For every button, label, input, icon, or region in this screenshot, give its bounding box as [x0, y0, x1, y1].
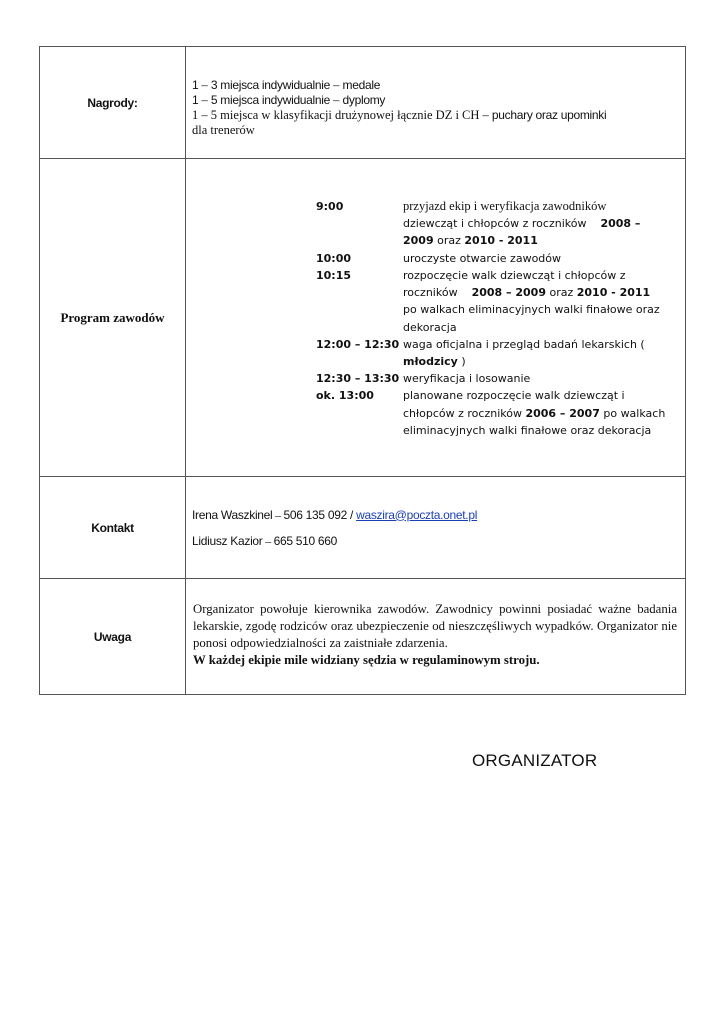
program-cell: [186, 159, 686, 477]
schedule-row: [316, 336, 671, 370]
schedule-time: 12:00 – 12:30: [316, 337, 400, 351]
schedule-time: 12:30 – 13:30: [316, 372, 400, 386]
competition-info-table: [39, 46, 686, 695]
prizes-label: Nagrody:: [40, 47, 186, 159]
schedule-table: [316, 198, 671, 439]
contact-phone-1: 506 135 092: [283, 507, 347, 522]
prize-line-1: 1 – 3 miejsca indywidualnie – medale: [192, 78, 381, 92]
schedule-row: [316, 267, 671, 336]
schedule-row: [316, 198, 671, 250]
schedule-desc: rozpoczęcie walk dziewcząt i chłopców z roczników 2008 – 2009 oraz 2010 - 2011 po walkach eliminacyjnych walki finałowe oraz dekoracja: [403, 268, 660, 334]
organizer-signature-label: ORGANIZATOR: [472, 751, 598, 770]
note-label: Uwaga: [40, 579, 186, 695]
prizes-cell: [186, 47, 686, 159]
contact-person-1: Irena Waszkinel: [192, 507, 273, 522]
schedule-desc: uroczyste otwarcie zawodów: [403, 251, 562, 265]
schedule-time: 10:15: [316, 268, 352, 282]
prizes-row: [40, 47, 686, 159]
contact-person-2: Lidiusz Kazior: [192, 533, 263, 548]
contact-line-2: Lidiusz Kazior – 665 510 660: [192, 533, 338, 548]
schedule-desc: weryfikacja i losowanie: [403, 372, 531, 386]
note-cell: [186, 579, 686, 695]
contact-label: Kontakt: [40, 477, 186, 579]
schedule-desc: planowane rozpoczęcie walk dziewcząt i chłopców z roczników 2006 – 2007 po walkach eliminacyjnych walki finałowe oraz dekoracja: [403, 389, 666, 437]
schedule-row: [316, 370, 671, 387]
prize-line-2: 1 – 5 miejsca indywidualnie – dyplomy: [192, 93, 386, 107]
note-row: [40, 579, 686, 695]
program-label: Program zawodów: [40, 159, 186, 477]
document-page: [39, 46, 686, 695]
program-row: [40, 159, 686, 477]
schedule-time: ok. 13:00: [316, 389, 374, 403]
email-link[interactable]: waszira@poczta.onet.pl: [356, 507, 478, 522]
contact-row: [40, 477, 686, 579]
contact-phone-2: 665 510 660: [273, 533, 338, 548]
contact-cell: [186, 477, 686, 579]
contact-line-1: Irena Waszkinel – 506 135 092 / waszira@poczta.onet.pl: [192, 507, 478, 522]
prize-line-3: 1 – 5 miejsca w klasyfikacji drużynowej łącznie DZ i CH – puchary oraz upominki: [192, 108, 607, 122]
schedule-time: 9:00: [316, 200, 344, 214]
schedule-time: 10:00: [316, 251, 352, 265]
prize-line-4: dla trenerów: [192, 123, 255, 137]
schedule-row: [316, 250, 671, 267]
schedule-desc: przyjazd ekip i weryfikacja zawodników dziewcząt i chłopców z roczników 2008 – 2009 oraz 2010 - 2011: [403, 199, 641, 248]
schedule-desc: waga oficjalna i przegląd badań lekarskich ( młodzicy ): [403, 337, 645, 368]
note-emphasis: W każdej ekipie mile widziany sędzia w regulaminowym stroju.: [193, 652, 540, 667]
note-text: Organizator powołuje kierownika zawodów. Zawodnicy powinni posiadać ważne badania lekarskie, zgodę rodziców oraz ubezpieczenie od nieszczęśliwych wypadków. Organizator nie ponosi odpowiedzialności za zaistniałe zdarzenia.: [193, 601, 677, 650]
schedule-row: [316, 387, 671, 439]
